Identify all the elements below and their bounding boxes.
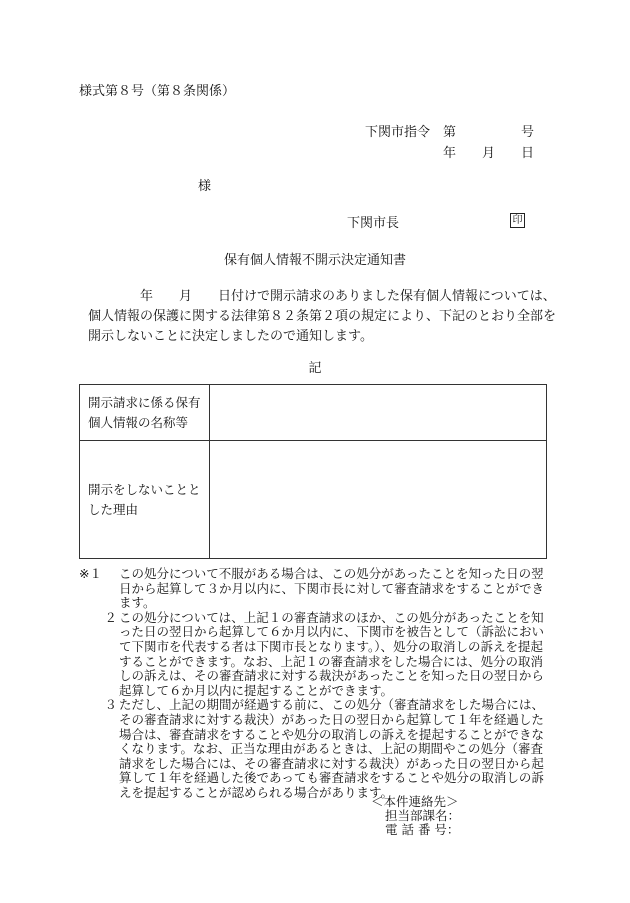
note-number: ３	[104, 697, 117, 713]
contact-heading: ＜本件連絡先＞	[371, 794, 459, 809]
seal-mark: 印	[510, 213, 525, 228]
contact-phone: 電 話 番 号：	[385, 822, 460, 837]
note-number: ２	[104, 609, 117, 625]
row-value-info-name	[210, 385, 547, 441]
directive-number-line: 下関市指令 第 号	[364, 125, 534, 140]
note-text: この処分については、上記１の審査請求のほか、この処分があったことを知った日の翌日から起算して６か月以内に、下関市を被告として（訴訟において下関市を代表する者は下関市長となります。）、処分の取消しの訴えを提起することができます。なお、上記１の審査請求をした場合には、処分の取消しの訴えは、その審査請求に対する裁決があったことを知った日の翌日から起算して６か月以内に提起することができます。	[119, 609, 545, 698]
ki-heading: 記	[308, 361, 322, 376]
row-label-reason: 開示をしないこととした理由	[80, 441, 210, 559]
date-line: 年 月 日	[442, 146, 534, 161]
note-item	[79, 698, 551, 800]
contact-block	[371, 794, 461, 837]
note-text: この処分について不服がある場合は、この処分があったことを知った日の翌日から起算して３か月以内に、下関市長に対して審査請求をすることができます。	[119, 566, 545, 611]
addressee-honorific: 様	[198, 179, 212, 194]
note-item	[79, 611, 551, 699]
notes-section	[79, 567, 551, 801]
row-label-info-name: 開示請求に係る保有個人情報の名称等	[80, 385, 210, 441]
info-table	[79, 384, 547, 559]
note-text: ただし、上記の期間が経過する前に、この処分（審査請求をした場合には、その審査請求に対する裁決）があった日の翌日から起算して１年を経過した場合は、審査請求をすることや処分の取消しの訴えを提起することができなくなります。なお、正当な理由があるときは、上記の期間やこの処分（審査請求をした場合には、その審査請求に対する裁決）があった日の翌日から起算して１年を経過した後であっても審査請求をすることや処分の取消しの訴えを提起することが認められる場合があります。	[119, 697, 545, 800]
mayor-name: 下関市長	[347, 216, 400, 231]
body-paragraph: 年 月 日付けで開示請求のありました保有個人情報については、個人情報の保護に関する法律第８２条第２項の規定により、下記のとおり全部を開示しないことに決定しましたので通知します。	[88, 289, 557, 344]
table-row	[80, 441, 547, 559]
table-row	[80, 385, 547, 441]
row-value-reason	[210, 441, 547, 559]
contact-department: 担当部課名：	[385, 808, 461, 823]
document-title: 保有個人情報不開示決定通知書	[223, 253, 406, 268]
form-number: 様式第８号（第８条関係）	[79, 84, 236, 99]
note-number: ※１	[79, 566, 102, 581]
note-item	[79, 567, 551, 611]
